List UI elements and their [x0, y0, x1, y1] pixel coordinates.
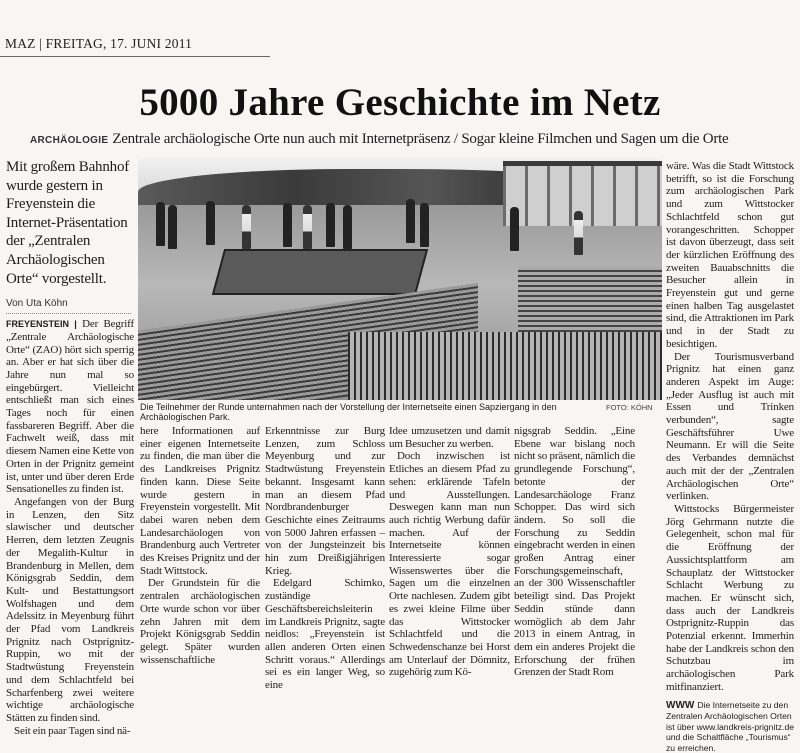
- intro-text: Mit großem Bahnhof wurde gestern in Freyenstein die Internet-Präsentation der „Zentralen Archäologischen Orte“ vorgestellt.: [6, 159, 130, 287]
- info-box: [666, 700, 794, 753]
- subheadline: [30, 130, 795, 150]
- right-column: [666, 160, 794, 753]
- paragraph: nigsgrab Seddin. „Eine Ebene war bislang noch nicht so präsent, nämlich die grundlegende Forschung“, betonte der Landesarchäologe Franz Schopper. Das wird sich ändern. So soll die Forschung zu Seddin eingebracht werden in einen großen Antrag einer Forschungsgemeinschaft, an der 300 Wissenschaftler beteiligt sind. Das Projekt Seddin stünde dann womöglich ab dem Jahr 2013 in einem Antrag, in dem ein anderes Projekt die Erforschung der frühen Grenzen der Stadt Rom: [514, 425, 635, 679]
- info-label: WWW: [666, 699, 695, 711]
- paragraph: Der Grundstein für die zentralen archäologischen Orte wurde schon vor über zehn Jahren mit dem Projekt Königsgrab Seddin gelegt. Später wurden wissenschaftliche: [140, 577, 260, 666]
- paragraph: Der Begriff „Zentrale Archäologische Orte“ (ZAO) hört sich sperrig an. Aber er hat sich über die Jahre nun mal so eingebürgert. Vielleicht entschließt man sich eines Tages noch für einen fassbareren Begriff. Aber die Fachwelt weiß, dass mit diesem Namen eine Kette von Orten in der Prignitz gemeint ist, unter und über deren Erde Sensationelles zu finden ist.: [6, 318, 134, 496]
- article-dateline: FREYENSTEIN |: [6, 319, 77, 330]
- divider: [6, 313, 131, 314]
- paragraph: Der Tourismusverband Prignitz hat einen ganz anderen Aspekt im Auge: „Jeder Ausflug ist auch mit Essen und Trinken verbunden“, sagte Geschäftsführer Uwe Neumann. Er will die Seite des Verbandes demnächst auch mit der der „Zentralen Archäologischen Orte“ verlinken.: [666, 350, 794, 503]
- article-column-1: [6, 318, 134, 737]
- article-column-5: [514, 425, 635, 679]
- byline: Von Uta Köhn: [6, 298, 68, 310]
- article-column-2: [140, 425, 260, 666]
- photo-credit: FOTO: KÖHN: [606, 403, 653, 412]
- paragraph: here Informationen auf einer eigenen Internetseite zu finden, die man über die des Landkreises Prignitz finden kann. Diese Seite wurde gestern in Freyenstein vorgestellt. Mit dabei waren neben dem Landesarchäologen von Brandenburg auch Vertreter des Kreises Prignitz und der Stadt Wittstock.: [140, 425, 260, 577]
- photo-caption: Die Teilnehmer der Runde unternahmen nach der Vorstellung der Internetseite einen Sapziergang in den Archäologischen Park.: [140, 402, 557, 422]
- paragraph: Edelgard Schimko, zuständige Geschäftsbereichsleiterin im Landkreis Prignitz, sagte neidlos: „Freyenstein ist allen anderen Orten einen Schritt voraus.“ Allerdings sei es ein langer Weg, so eine: [265, 577, 385, 692]
- article-photo: [138, 157, 662, 400]
- headline: 5000 Jahre Geschichte im Netz: [139, 81, 661, 124]
- paragraph: Wittstocks Bürgermeister Jörg Gehrmann nutzte die Gelegenheit, schon mal für die Eröffnung der Aussichtsplattform am Schauplatz der Wittstocker Schlacht Werbung zu machen. Er wünscht sich, dass auch der Landkreis Ostprignitz-Ruppin das Potenzial erkennt. Immerhin habe der Landkreis schon den Schutzbau im archäologischen Park mitfinanziert.: [666, 502, 794, 693]
- article-column-6: [666, 160, 794, 694]
- article-column-3: [265, 425, 385, 692]
- info-text: Die Internetseite zu den Zentralen Archäologischen Orten ist über www.landkreis-prignitz.de und die Schaltfläche „Tourismus“ zu erreichen.: [666, 699, 795, 753]
- left-column: [6, 158, 134, 737]
- paragraph: Angefangen von der Burg in Lenzen, den Sitz slawischer und deutscher Herren, dem letzten Zeugnis der Megalith-Kultur in Brandenburg in Mellen, dem Königsgrab Seddin, dem Kult- und Bestattungsort Wolfshagen und dem Adelssitz in Meyenburg führt der Pfad vom Landkreis Prignitz nach Ostprignitz-Ruppin, wo mit der Stadtwüstung Freyenstein und dem Schlachtfeld bei Scharfenberg zwei weitere wichtige archäologische Stätten zu finden sind.: [6, 496, 134, 724]
- dateline: MAZ | FREITAG, 17. JUNI 2011: [5, 36, 193, 51]
- article-column-4: [389, 425, 510, 679]
- paragraph: Doch inzwischen ist Etliches an diesem Pfad zu sehen: erklärende Tafeln und Ausstellungen. Deswegen kann man nun auch richtig Werbung dafür machen. Auf der Internetseite können Interessierte sogar Wissenswertes über die Sagen um die einzelnen Orte nachlesen. Zudem gibt es zwei kleine Filme über das Wittstocker Schlachtfeld und die Schwedenschanze bei Horst am Unterlauf der Dömnitz, zugehörig zum Kö-: [389, 450, 510, 679]
- subhead-text: Zentrale archäologische Orte nun auch mit Internetpräsenz / Sogar kleine Filmchen und Sagen um die Orte: [112, 131, 729, 147]
- kicker: ARCHÄOLOGIE: [30, 135, 109, 146]
- paragraph: Seit ein paar Tagen sind nä-: [14, 724, 131, 737]
- divider: [0, 56, 270, 57]
- paragraph: wäre. Was die Stadt Wittstock betrifft, so ist die Forschung zum archäologischen Park und zum Wittstocker Schlachtfeld schon gut vorangeschritten. Schopper ist davon überzeugt, dass seit der kürzlichen Eröffnung des zweiten Bauabschnitts die Besucher allein in Freyenstein gut und gerne einen halben Tag ausgelastet sind, die Attraktionen im Park und in der Stadt zu besichtigen.: [666, 160, 794, 350]
- paragraph: Idee umzusetzen und damit um Besucher zu werben.: [389, 425, 510, 450]
- paragraph: Erkenntnisse zur Burg Lenzen, zum Schloss Meyenburg und zur Stadtwüstung Freyenstein bekannt. Insgesamt kann man an diesem Pfad Nordbrandenburger Geschichte eines Zeitraums von 5000 Jahren erfassen – von der Jungsteinzeit bis hin zum Dreißigjährigen Krieg.: [265, 425, 385, 577]
